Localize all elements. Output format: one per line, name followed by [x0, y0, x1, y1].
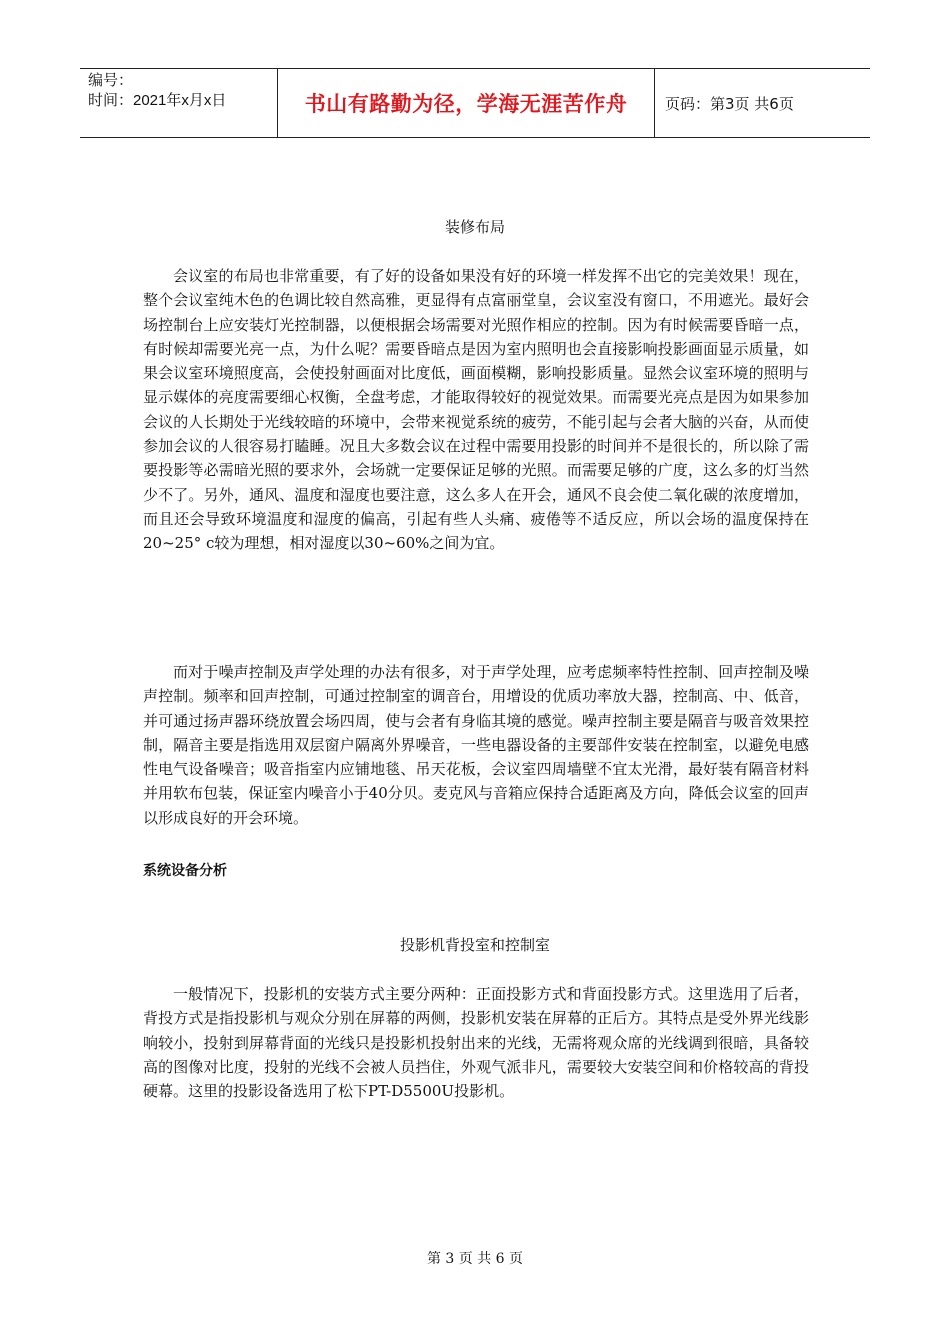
paragraph-noise-control: 而对于噪声控制及声学处理的办法有很多，对于声学处理，应考虑频率特性控制、回声控制及噪声控制。频率和回声控制，可通过控制室的调音台，用增设的优质功率放大器，控制高、中、低音，并可通过扬声器环绕放置会场四周，使与会者有身临其境的感觉。噪声控制主要是隔音与吸音效果控制，隔音主要是指选用双层窗户隔离外界噪音，一些电器设备的主要部件安装在控制室，以避免电感性电气设备噪音；吸音指室内应铺地毯、吊天花板，会议室四周墙壁不宜太光滑，最好装有隔音材料并用软布包装，保证室内噪音小于40分贝。麦克风与音箱应保持合适距离及方向，降低会议室的回声以形成良好的开会环境。 [143, 663, 809, 827]
page-footer: 第 3 页 共 6 页 [426, 1251, 524, 1267]
paragraph-layout: 会议室的布局也非常重要，有了好的设备如果没有好的环境一样发挥不出它的完美效果！现在，整个会议室纯木色的色调比较自然高雅，更显得有点富丽堂皇，会议室没有窗口，不用遮光。最好会场控制台上应安装灯光控制器，以便根据会场需要对光照作相应的控制。因为有时候需要昏暗一点，有时候却需要光亮一点，为什么呢？需要昏暗点是因为室内照明也会直接影响投影画面显示质量，如果会议室环境照度高，会使投射画面对比度低，画面模糊，影响投影质量。显然会议室环境的照明与显示媒体的亮度需要细心权衡，全盘考虑，才能取得较好的视觉效果。而需要光亮点是因为如果参加会议的人长期处于光线较暗的环境中，会带来视觉系统的疲劳，不能引起与会者大脑的兴奋，从而使参加会议的人很容易打瞌睡。况且大多数会议在过程中需要用投影的时间并不是很长的，所以除了需要投影等必需暗光照的要求外，会场就一定要保证足够的光照。而需要足够的广度，这么多的灯当然少不了。另外，通风、温度和湿度也要注意，这么多人在开会，通风不良会使二氧化碳的浓度增加，而且还会导致环境温度和湿度的偏高，引起有些人头痛、疲倦等不适反应，所以会场的温度保持在20~25° c较为理想，相对湿度以30~60%之间为宜。 [143, 267, 809, 553]
header-meta [80, 69, 278, 137]
decoration-title: 装修布局 [444, 218, 505, 236]
page-header [80, 68, 870, 138]
projector-room-title: 投影机背投室和控制室 [399, 936, 550, 954]
paragraph-projector: 一般情况下，投影机的安装方式主要分两种：正面投影方式和背面投影方式。这里选用了后者，背投方式是指投影机与观众分别在屏幕的两侧，投影机安装在屏幕的正后方。其特点是受外界光线影响较小，投射到屏幕背面的光线只是投影机投射出来的光线，无需将观众席的光线调到很暗，具备较高的图像对比度，投射的光线不会被人员挡住，外观气派非凡，需要较大安装空间和价格较高的背投硬幕。这里的投影设备选用了松下PT-D5500U投影机。 [143, 985, 809, 1101]
number-label: 编号： [88, 72, 134, 89]
header-page-code: 页码：第3页 共6页 [665, 94, 794, 113]
header-motto: 书山有路勤为径，学海无涯苦作舟 [278, 69, 655, 137]
time-label: 时间：2021年x月x日 [88, 92, 227, 109]
system-analysis-heading: 系统设备分析 [143, 863, 227, 879]
